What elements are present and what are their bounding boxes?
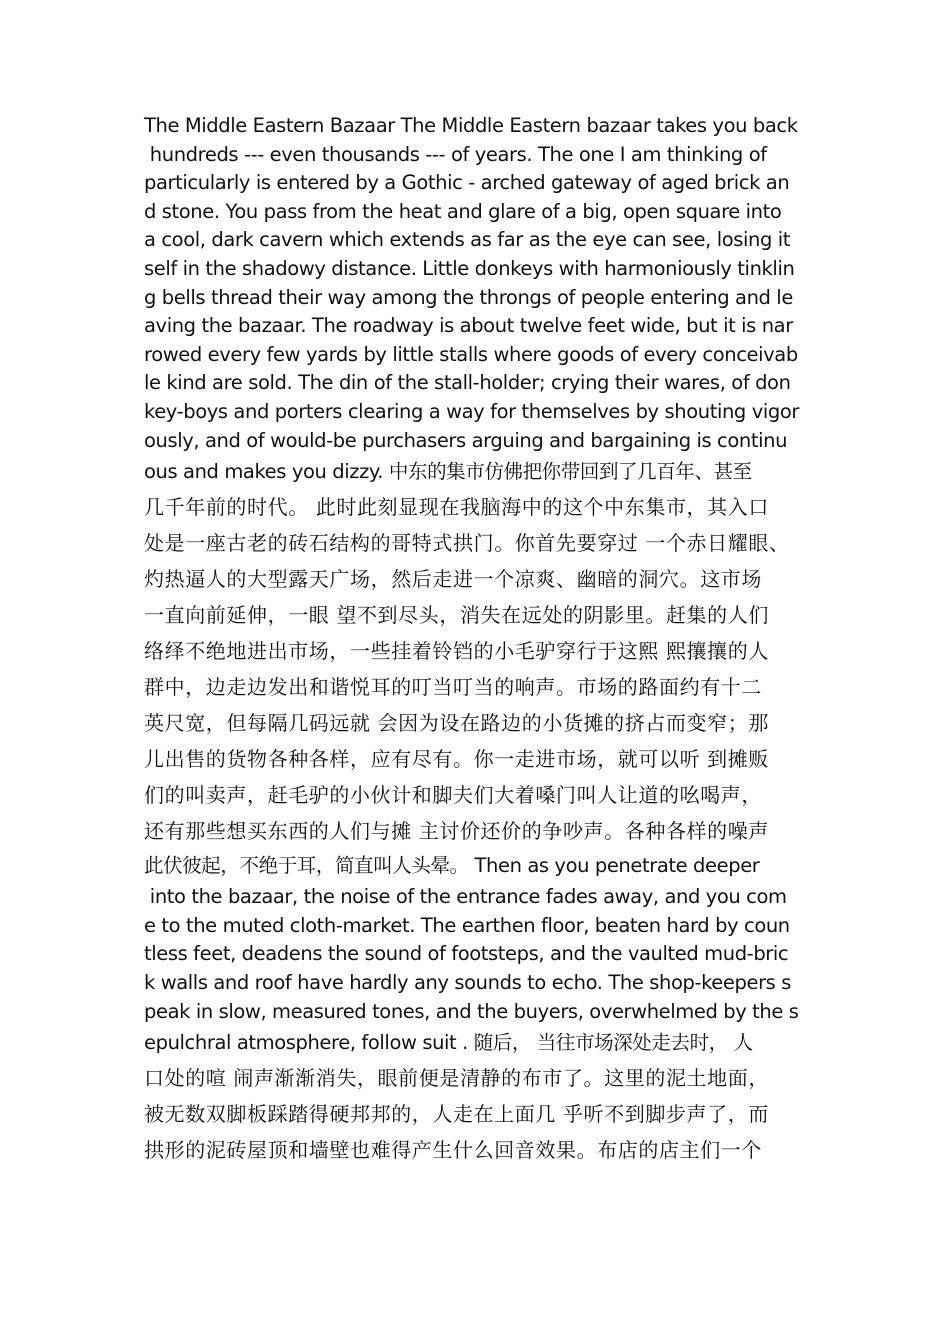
text-line: 儿出售的货物各种各样，应有尽有。你一走进市场，就可以听 到摊贩 — [144, 747, 769, 772]
text-line: ously, and of would-be purchasers arguing and bargaining is continu — [144, 428, 788, 452]
text-line: le kind are sold. The din of the stall-holder; crying their wares, of don — [144, 371, 791, 395]
text-line: epulchral atmosphere, follow suit . 随后， 当往市场深处走去时， 人 — [144, 1031, 753, 1055]
text-line: aving the bazaar. The roadway is about twelve feet wide, but it is nar — [144, 314, 793, 338]
text-line: hundreds --- even thousands --- of years. The one I am thinking of — [144, 142, 767, 166]
text-line: 还有那些想买东西的人们与摊 主讨价还价的争吵声。各种各样的噪声 — [144, 819, 769, 844]
text-line: 一直向前延伸，一眼 望不到尽头，消失在远处的阴影里。赶集的人们 — [144, 603, 769, 628]
text-line: a cool, dark cavern which extends as far as the eye can see, losing it — [144, 228, 791, 252]
text-line: e to the muted cloth-market. The earthen floor, beaten hard by coun — [144, 913, 790, 937]
text-line: 络绎不绝地进出市场，一些挂着铃铛的小毛驴穿行于这熙 熙攘攘的人 — [144, 639, 769, 664]
text-line: k walls and roof have hardly any sounds to echo. The shop-keepers s — [144, 970, 791, 994]
text-line: 灼热逼人的大型露天广场，然后走进一个凉爽、幽暗的洞穴。这市场 — [144, 567, 762, 592]
body-text — [144, 112, 814, 1168]
text-line: 口处的喧 闹声渐渐消失，眼前便是清静的布市了。这里的泥土地面， — [144, 1066, 769, 1091]
text-line: particularly is entered by a Gothic - arched gateway of aged brick an — [144, 171, 790, 195]
text-line: key-boys and porters clearing a way for themselves by shouting vigor — [144, 399, 799, 423]
text-line: rowed every few yards by little stalls where goods of every conceivab — [144, 342, 798, 366]
text-line: ous and makes you dizzy. 中东的集市仿佛把你带回到了几百年、甚至 — [144, 460, 752, 484]
text-line: into the bazaar, the noise of the entrance fades away, and you com — [144, 885, 787, 909]
text-line: peak in slow, measured tones, and the buyers, overwhelmed by the s — [144, 999, 799, 1023]
text-line: g bells thread their way among the throngs of people entering and le — [144, 285, 793, 309]
text-line: tless feet, deadens the sound of footsteps, and the vaulted mud-bric — [144, 942, 789, 966]
text-line: d stone. You pass from the heat and glare of a big, open square into — [144, 199, 782, 223]
text-line: 被无数双脚板踩踏得硬邦邦的，人走在上面几 乎听不到脚步声了，而 — [144, 1102, 769, 1127]
text-line: 几千年前的时代。 此时此刻显现在我脑海中的这个中东集市，其入口 — [144, 495, 769, 520]
text-line: 群中，边走边发出和谐悦耳的叮当叮当的响声。市场的路面约有十二 — [144, 675, 762, 700]
text-line: 处是一座古老的砖石结构的哥特式拱门。你首先要穿过 一个赤日耀眼、 — [144, 531, 790, 556]
text-line: 们的叫卖声，赶毛驴的小伙计和脚夫们大着嗓门叫人让道的吆喝声， — [144, 783, 762, 808]
text-line: 此伏彼起，不绝于耳，简直叫人头晕。 Then as you penetrate deeper — [144, 854, 760, 878]
text-line: self in the shadowy distance. Little donkeys with harmoniously tinklin — [144, 256, 795, 280]
text-line: The Middle Eastern Bazaar The Middle Eastern bazaar takes you back — [144, 114, 798, 137]
text-line: 拱形的泥砖屋顶和墙壁也难得产生什么回音效果。布店的店主们一个 — [144, 1138, 762, 1163]
text-line: 英尺宽，但每隔几码远就 会因为设在路边的小货摊的挤占而变窄；那 — [144, 711, 769, 736]
